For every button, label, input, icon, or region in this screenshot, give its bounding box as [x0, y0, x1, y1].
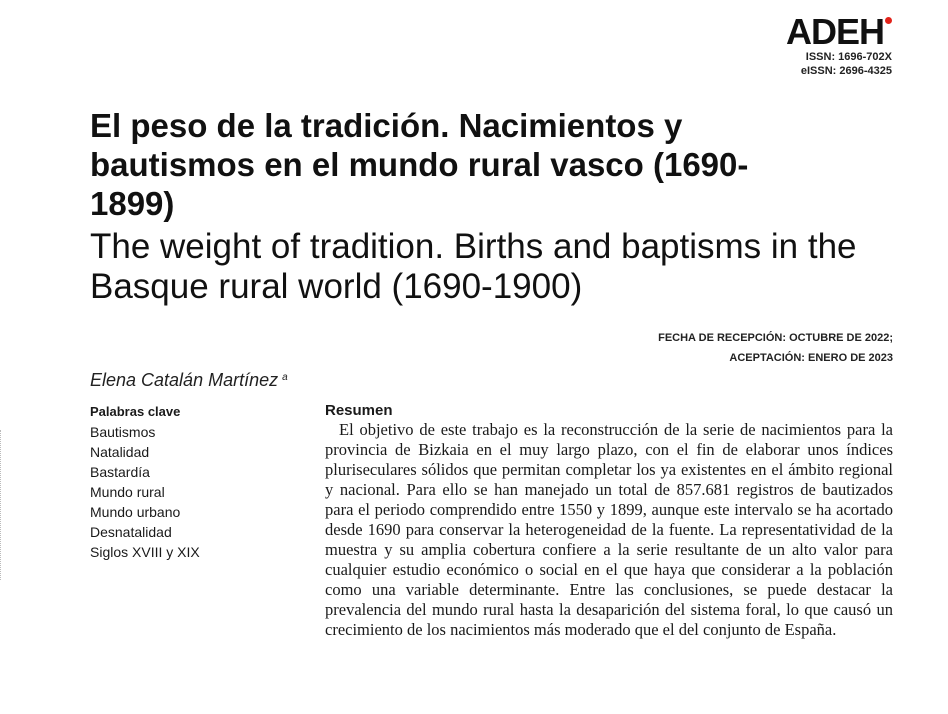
- keyword-item: Mundo rural: [90, 484, 165, 500]
- keyword-item: Bastardía: [90, 464, 150, 480]
- page-edge-marks: [0, 430, 4, 580]
- keyword-item: Mundo urbano: [90, 504, 181, 520]
- author: [90, 370, 288, 391]
- issn: ISSN: 1696-702X: [805, 51, 892, 63]
- title-english: The weight of tradition. Births and baptisms in the Basque rural world (1690-1900): [90, 227, 857, 306]
- accepted-date: ACEPTACIÓN: ENERO DE 2023: [729, 352, 893, 364]
- journal-header: [785, 11, 892, 78]
- keywords-heading: Palabras clave: [90, 404, 181, 419]
- abstract: [325, 402, 893, 640]
- keywords-panel: [90, 402, 310, 562]
- keyword-item: Bautismos: [90, 424, 156, 440]
- author-affiliation-mark: a: [282, 372, 288, 383]
- keyword-item: Siglos XVIII y XIX: [90, 544, 200, 560]
- title-spanish: El peso de la tradición. Nacimientos y bautismos en el mundo rural vasco (1690-1899): [90, 107, 749, 222]
- abstract-text: El objetivo de este trabajo es la reconstrucción de la serie de nacimientos para la provincia de Bizkaia en el muy largo plazo, con el fin de elaborar unos índices pluriseculares sólidos que permitan completar los ya existentes en el ámbito regional y nacional. Para ello se han manejado un total de 857.681 registros de bautizados para el periodo comprendido entre 1550 y 1899, aunque este intervalo se ha acortado desde 1690 para conservar la heterogeneidad de la fuente. La representatividad de la muestra y su amplia cobertura confiere a la serie resultante de un alto valor para cualquier estudio económico o social en el que haya que considerar a la población como una variable determinante. Entre las conclusiones, se puede destacar la prevalencia del mundo rural hasta la desaparición del sistema foral, lo que causó un crecimiento de los nacimientos más moderado que el del conjunto de España.: [325, 420, 893, 639]
- keyword-item: Natalidad: [90, 444, 150, 460]
- keyword-item: Desnatalidad: [90, 524, 172, 540]
- eissn: eISSN: 2696-4325: [800, 65, 892, 77]
- abstract-heading: Resumen: [325, 402, 393, 419]
- received-date: FECHA DE RECEPCIÓN: OCTUBRE DE 2022;: [658, 332, 893, 344]
- journal-logo-text: ADEH: [785, 11, 884, 52]
- submission-dates: [658, 328, 893, 368]
- journal-logo: [785, 11, 892, 52]
- author-name: Elena Catalán Martínez: [90, 370, 279, 390]
- logo-dot-icon: [885, 17, 892, 24]
